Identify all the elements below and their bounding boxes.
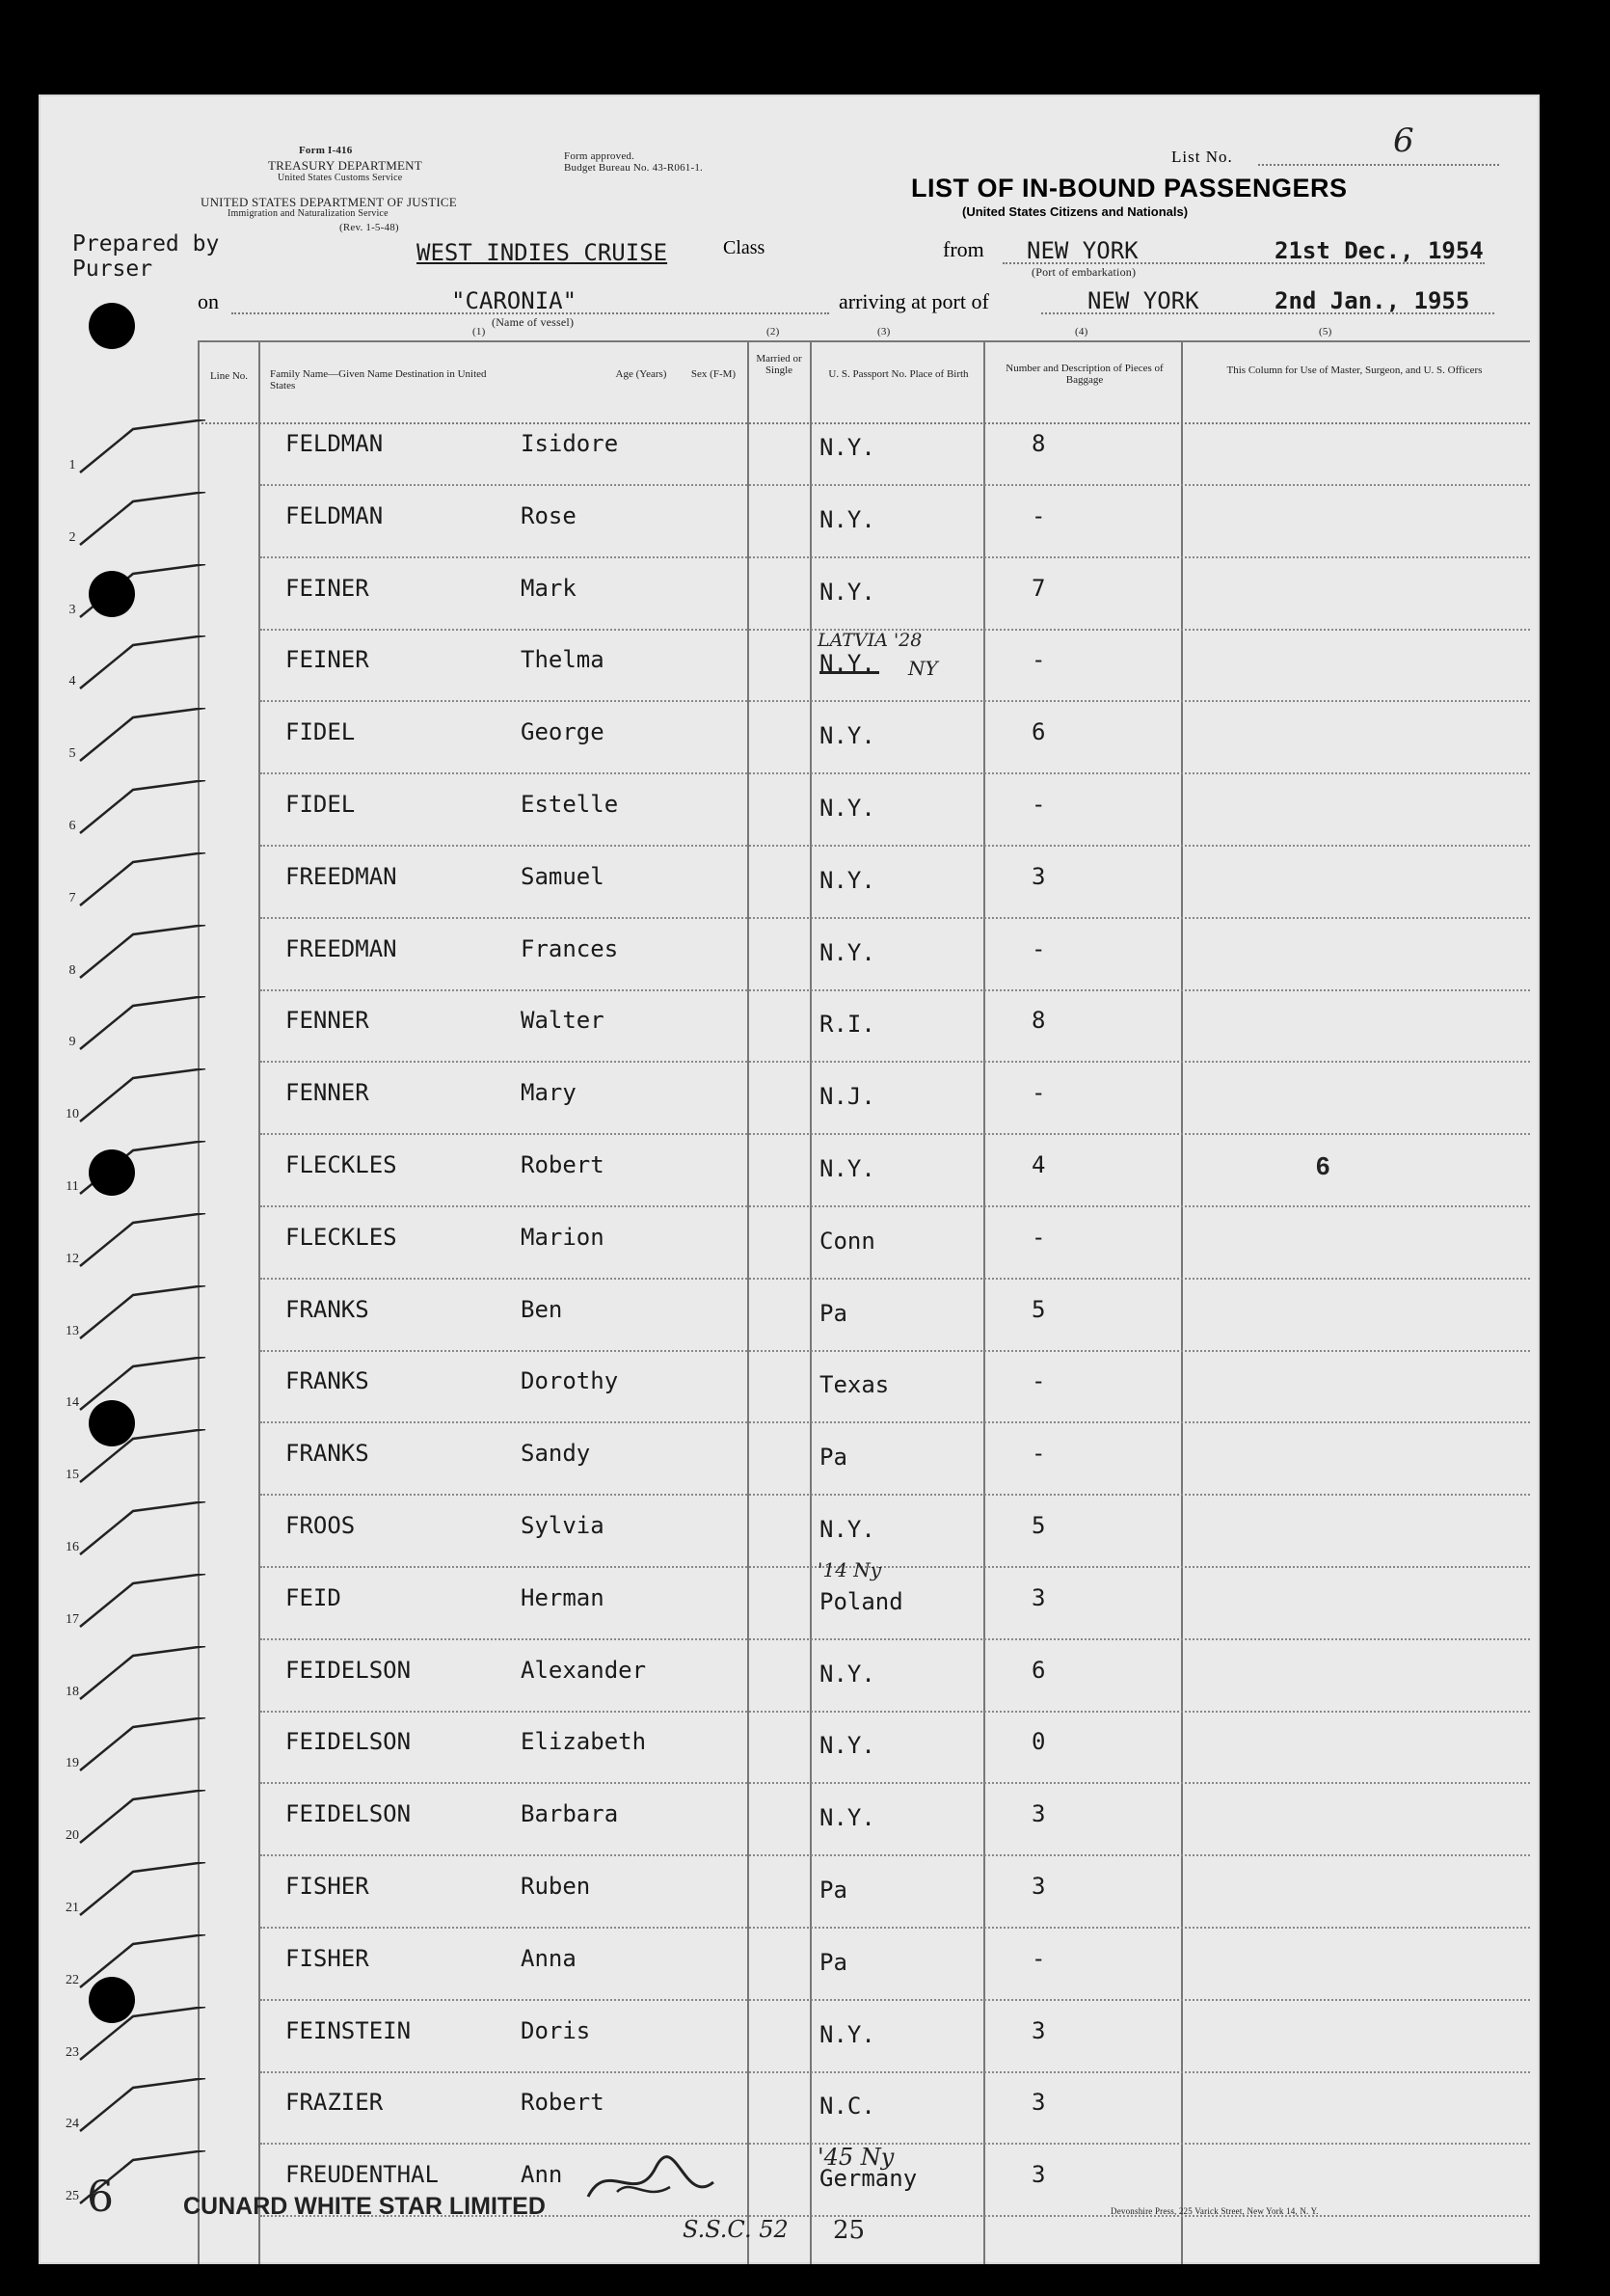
budget-bureau: Budget Bureau No. 43-R061-1. (564, 162, 703, 174)
baggage-count: - (1032, 934, 1046, 962)
family-name: FRANKS (285, 1367, 369, 1395)
from-date: 21st Dec., 1954 (1275, 237, 1484, 264)
family-name: FIDEL (285, 791, 356, 818)
check-mark (75, 1717, 210, 1775)
birth-place: N.Y. (819, 722, 875, 750)
cruise-class: WEST INDIES CRUISE (416, 239, 668, 266)
given-name: Frances (521, 934, 619, 962)
baggage-count: - (1032, 1223, 1046, 1251)
given-name: Rose (521, 501, 577, 529)
line-number: 18 (66, 1684, 79, 1699)
table-row (39, 1208, 1540, 1281)
check-mark (75, 925, 210, 983)
birth-place: N.J. (819, 1083, 875, 1111)
family-name: FLECKLES (285, 1151, 397, 1178)
family-name: FISHER (285, 1873, 369, 1900)
check-mark (75, 708, 210, 766)
header-baggage: Number and Description of Pieces of Baggage (1006, 363, 1164, 386)
table-row (39, 703, 1540, 775)
line-number: 1 (68, 458, 76, 473)
col-num-2: (2) (766, 326, 780, 338)
check-mark (75, 996, 210, 1054)
check-mark (75, 1574, 210, 1632)
row-rule (260, 1061, 1530, 1063)
header-line-no: Line No. (209, 370, 249, 382)
baggage-count: 0 (1032, 1728, 1046, 1756)
baggage-count: 3 (1032, 1583, 1046, 1611)
family-name: FENNER (285, 1007, 369, 1035)
ny-hand-note: NY (908, 657, 938, 680)
baggage-count: 5 (1032, 1295, 1046, 1323)
table-row (39, 1064, 1540, 1136)
given-name: Thelma (521, 646, 604, 674)
baggage-count: 4 (1032, 1151, 1046, 1178)
form-sheet (39, 95, 1540, 2264)
family-name: FELDMAN (285, 430, 384, 457)
birth-place: N.Y. (819, 1732, 875, 1760)
line-number: 17 (66, 1611, 79, 1627)
given-name: Anna (521, 1944, 577, 1972)
row-rule (260, 1927, 1530, 1929)
baggage-count: - (1032, 1944, 1046, 1972)
check-mark (75, 1862, 210, 1920)
given-name: Robert (521, 1151, 604, 1178)
family-name: FELDMAN (285, 501, 384, 529)
given-name: Herman (521, 1583, 604, 1611)
row-rule (260, 1638, 1530, 1640)
table-top-rule (198, 340, 1530, 342)
class-label: Class (723, 237, 765, 258)
family-name: FRAZIER (285, 2089, 384, 2117)
baggage-count: - (1032, 1367, 1046, 1395)
table-row (39, 415, 1540, 487)
col-num-1: (1) (472, 326, 486, 338)
check-mark (75, 2078, 210, 2136)
family-name: FEINSTEIN (285, 2016, 412, 2044)
baggage-count: - (1032, 501, 1046, 529)
bottom-left-mark: 6 (87, 2173, 114, 2222)
check-mark (75, 419, 210, 477)
family-name: FRANKS (285, 1295, 369, 1323)
form-subtitle: (United States Citizens and Nationals) (962, 204, 1189, 219)
birth-place: R.I. (819, 1011, 875, 1039)
table-row (39, 559, 1540, 632)
header-sex: Sex (F-M) (690, 368, 737, 380)
baggage-count: - (1032, 1440, 1046, 1468)
table-row (39, 1930, 1540, 2002)
family-name: FLECKLES (285, 1223, 397, 1251)
birth-place: N.Y. (819, 578, 875, 606)
row-rule (260, 1854, 1530, 1856)
baggage-count: 3 (1032, 2089, 1046, 2117)
row17-note: '14 Ny (818, 1558, 882, 1581)
line-number: 10 (66, 1107, 79, 1122)
line-number: 25 (66, 2189, 79, 2204)
given-name: Mark (521, 574, 577, 602)
table-row (39, 631, 1540, 703)
baggage-count: - (1032, 646, 1046, 674)
table-row (39, 1641, 1540, 1714)
treasury-dept: TREASURY DEPARTMENT (268, 158, 422, 173)
birth-place: N.Y. (819, 505, 875, 533)
binder-hole (89, 571, 135, 617)
table-row (39, 1352, 1540, 1424)
row-rule (260, 1278, 1530, 1280)
printer-credit: Devonshire Press, 225 Varick Street, New York 14, N. Y. (1111, 2206, 1319, 2216)
table-row (39, 2002, 1540, 2074)
footer-code: S.S.C. 52 (683, 2216, 789, 2243)
given-name: Ruben (521, 1873, 591, 1900)
table-row (39, 1281, 1540, 1353)
col-num-3: (3) (877, 326, 891, 338)
row-rule (260, 845, 1530, 847)
given-name: Samuel (521, 862, 604, 890)
row-rule (260, 1999, 1530, 2001)
row-rule (260, 700, 1530, 702)
header-officers: This Column for Use of Master, Surgeon, and U. S. Officers (1226, 365, 1483, 376)
birth-place: Conn (819, 1227, 875, 1255)
given-name: Mary (521, 1079, 577, 1107)
line-number: 19 (66, 1756, 79, 1771)
vessel-name: "CARONIA" (451, 287, 577, 314)
line-number: 12 (66, 1251, 79, 1266)
given-name: Robert (521, 2089, 604, 2117)
baggage-count: 5 (1032, 1512, 1046, 1539)
footer-number: 25 (833, 2216, 866, 2245)
birth-place: N.Y. (819, 1660, 875, 1688)
form-number: Form I-416 (299, 145, 353, 156)
birth-place: N.Y. (819, 1516, 875, 1543)
given-name: Dorothy (521, 1367, 619, 1395)
row-rule (260, 556, 1530, 558)
check-mark (75, 1068, 210, 1126)
row-rule (260, 1421, 1530, 1423)
line-number: 9 (68, 1035, 76, 1050)
prepared-by: Prepared by Purser (72, 231, 220, 282)
family-name: FREEDMAN (285, 862, 397, 890)
given-name: Ann (521, 2161, 563, 2189)
check-mark (75, 1285, 210, 1343)
row-rule (260, 989, 1530, 991)
table-row (39, 487, 1540, 559)
dept-justice: UNITED STATES DEPARTMENT OF JUSTICE (201, 195, 457, 209)
from-port: NEW YORK (1027, 237, 1139, 264)
line-number: 20 (66, 1828, 79, 1844)
row-rule (260, 1133, 1530, 1135)
binder-hole (89, 1977, 135, 2023)
arrival-date: 2nd Jan., 1955 (1275, 287, 1470, 314)
row4-strike (819, 671, 879, 674)
row-rule (260, 1566, 1530, 1568)
vessel-label: (Name of vessel) (492, 315, 575, 329)
check-mark (75, 492, 210, 550)
revision: (Rev. 1-5-48) (339, 222, 399, 233)
binder-hole (89, 1149, 135, 1196)
line-number: 4 (68, 674, 76, 689)
birth-place: N.Y. (819, 434, 875, 461)
family-name: FEID (285, 1583, 341, 1611)
baggage-count: - (1032, 791, 1046, 818)
birth-place: N.Y. (819, 866, 875, 894)
line-number: 8 (68, 962, 76, 978)
line-number: 6 (68, 819, 76, 833)
list-no-line (1258, 164, 1499, 166)
list-no-label: List No. (1171, 148, 1233, 166)
family-name: FRANKS (285, 1440, 369, 1468)
family-name: FEINER (285, 574, 369, 602)
line-number: 3 (68, 602, 76, 617)
baggage-count: 3 (1032, 2016, 1046, 2044)
table-row (39, 920, 1540, 992)
signature-scrawl (578, 2148, 723, 2216)
check-mark (75, 852, 210, 910)
row-rule (260, 917, 1530, 919)
baggage-count: 3 (1032, 862, 1046, 890)
form-approved: Form approved. (564, 150, 635, 162)
baggage-count: 3 (1032, 1873, 1046, 1900)
list-no-value: 6 (1393, 122, 1414, 160)
given-name: Walter (521, 1007, 604, 1035)
family-name: FEIDELSON (285, 1800, 412, 1828)
row-rule (260, 1711, 1530, 1713)
table-row (39, 2073, 1540, 2146)
given-name: Barbara (521, 1800, 619, 1828)
given-name: Sandy (521, 1440, 591, 1468)
table-row (39, 1136, 1540, 1208)
row-rule (260, 2071, 1530, 2073)
family-name: FREUDENTHAL (285, 2161, 439, 2189)
line-number: 14 (66, 1395, 79, 1411)
line-number: 16 (66, 1540, 79, 1554)
check-mark (75, 1646, 210, 1704)
table-row (39, 848, 1540, 920)
birth-place: Pa (819, 1877, 847, 1904)
header-name: Family Name—Given Name Destination in United States (270, 368, 487, 392)
check-mark (75, 1213, 210, 1271)
header-passport: U. S. Passport No. Place of Birth (828, 368, 969, 380)
line-number: 21 (66, 1901, 79, 1915)
table-row (39, 991, 1540, 1064)
baggage-count: - (1032, 1079, 1046, 1107)
birth-place: N.Y. (819, 2020, 875, 2048)
birth-place: N.Y. (819, 1155, 875, 1182)
line-number: 23 (66, 2044, 79, 2060)
birth-place: Pa (819, 1948, 847, 1976)
birth-place: N.C. (819, 2093, 875, 2120)
baggage-count: 6 (1032, 1656, 1046, 1684)
col-num-5: (5) (1319, 326, 1332, 338)
form-title: LIST OF IN-BOUND PASSENGERS (911, 174, 1348, 203)
row-rule (260, 484, 1530, 486)
header-age: Age (Years) (615, 368, 667, 380)
given-name: Elizabeth (521, 1728, 647, 1756)
baggage-count: 8 (1032, 1007, 1046, 1035)
from-label: from (943, 237, 984, 261)
ins-label: Immigration and Naturalization Service (228, 208, 389, 219)
birth-place: Texas (819, 1371, 890, 1399)
baggage-count: 8 (1032, 430, 1046, 457)
baggage-count: 3 (1032, 2161, 1046, 2189)
row-rule (260, 2143, 1530, 2145)
birth-place: N.Y. (819, 938, 875, 966)
binder-hole (89, 1400, 135, 1446)
given-name: Ben (521, 1295, 563, 1323)
arriving-label: arriving at port of (839, 289, 989, 313)
given-name: Marion (521, 1223, 604, 1251)
row-rule (260, 1782, 1530, 1784)
row-rule (260, 1350, 1530, 1352)
family-name: FENNER (285, 1079, 369, 1107)
line-number: 15 (66, 1468, 79, 1483)
line-number: 13 (66, 1323, 79, 1338)
line-number: 22 (66, 1972, 79, 1987)
check-mark (75, 780, 210, 838)
birth-place: Pa (819, 1299, 847, 1327)
line-number: 11 (66, 1179, 79, 1194)
given-name: Doris (521, 2016, 591, 2044)
table-row (39, 1497, 1540, 1569)
row-rule (260, 1205, 1530, 1207)
check-mark (75, 635, 210, 693)
table-row (39, 1713, 1540, 1785)
given-name: Isidore (521, 430, 619, 457)
on-label: on (198, 289, 219, 313)
row-rule (260, 1494, 1530, 1496)
birth-place: Pa (819, 1444, 847, 1472)
line-number: 7 (68, 890, 76, 905)
header-married: Married or Single (756, 353, 802, 376)
check-mark (75, 1501, 210, 1559)
family-name: FREEDMAN (285, 934, 397, 962)
given-name: Sylvia (521, 1512, 604, 1539)
latvia-note: LATVIA '28 (818, 630, 923, 651)
birth-place: Germany (819, 2165, 918, 2193)
table-row (39, 1424, 1540, 1497)
family-name: FEIDELSON (285, 1656, 412, 1684)
birth-place: Poland (819, 1587, 903, 1615)
table-row (39, 1857, 1540, 1930)
given-name: George (521, 718, 604, 746)
baggage-count: 7 (1032, 574, 1046, 602)
table-row (39, 1785, 1540, 1857)
family-name: FEIDELSON (285, 1728, 412, 1756)
company-name: CUNARD WHITE STAR LIMITED (183, 2193, 546, 2220)
family-name: FEINER (285, 646, 369, 674)
baggage-count: 6 (1032, 718, 1046, 746)
row25-note: '45 Ny (818, 2144, 895, 2171)
table-row (39, 775, 1540, 848)
customs-service: United States Customs Service (278, 173, 403, 183)
family-name: FIDEL (285, 718, 356, 746)
line-number: 24 (66, 2117, 79, 2132)
birth-place: N.Y. (819, 795, 875, 822)
table-row (39, 1569, 1540, 1641)
officer-mark: 6 (1316, 1151, 1330, 1180)
col-num-4: (4) (1075, 326, 1088, 338)
binder-hole (89, 303, 135, 349)
family-name: FISHER (285, 1944, 369, 1972)
arrival-port: NEW YORK (1087, 287, 1199, 314)
port-embark-label: (Port of embarkation) (1032, 265, 1137, 279)
row-rule (260, 772, 1530, 774)
given-name: Alexander (521, 1656, 647, 1684)
baggage-count: 3 (1032, 1800, 1046, 1828)
birth-place: N.Y. (819, 1804, 875, 1832)
check-mark (75, 1790, 210, 1848)
line-number: 5 (68, 746, 76, 762)
birth-place: N.Y. (819, 650, 875, 678)
family-name: FROOS (285, 1512, 356, 1539)
line-number: 2 (68, 529, 76, 545)
given-name: Estelle (521, 791, 619, 818)
